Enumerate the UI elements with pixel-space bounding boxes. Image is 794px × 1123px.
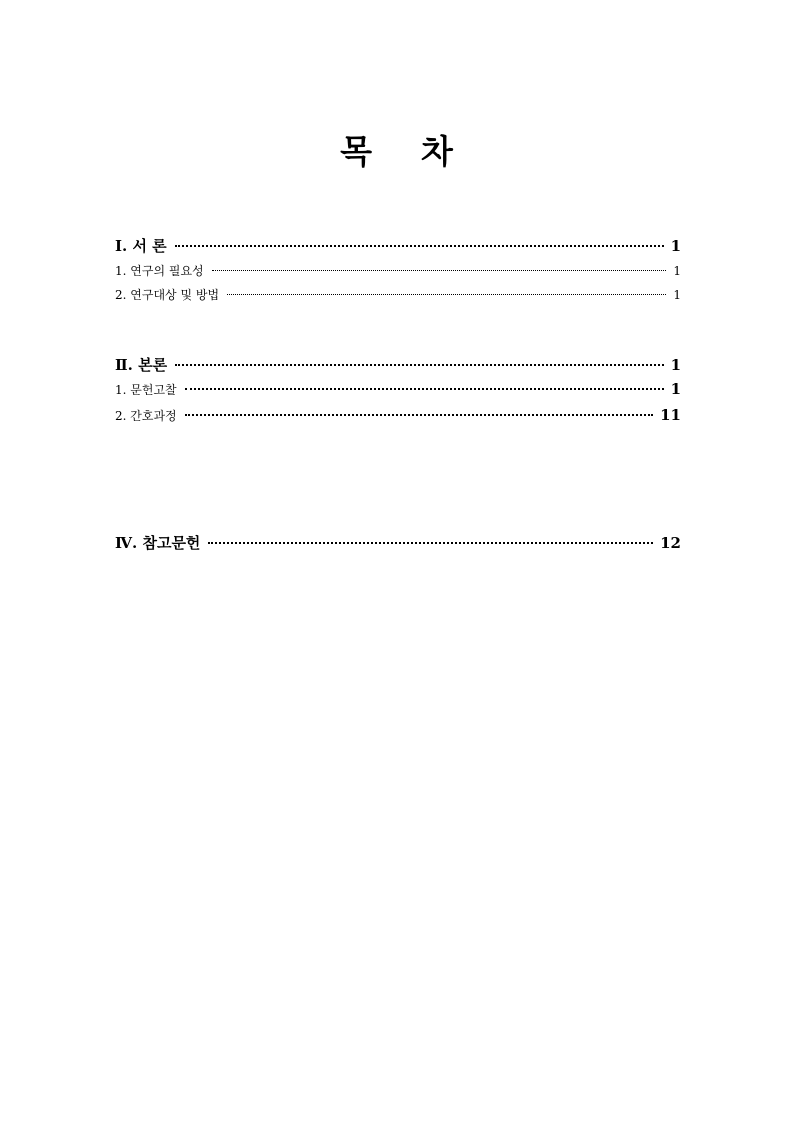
toc-title-part2: 차 (421, 132, 454, 171)
toc-entry[interactable] (115, 235, 681, 256)
toc-entry-label: 1. 문헌고찰 (115, 383, 177, 397)
toc-entry-page: 1 (673, 288, 681, 302)
toc-leader (185, 388, 664, 390)
toc-entry-label: 1. 연구의 필요성 (115, 264, 204, 278)
toc-entry-label: 2. 간호과정 (115, 409, 177, 423)
toc-entry[interactable] (115, 354, 681, 375)
toc-entry[interactable] (115, 380, 681, 398)
toc-entry-page: 1 (670, 380, 681, 398)
toc-leader (212, 270, 667, 271)
toc-title-part1: 목 (340, 132, 373, 171)
toc-title (0, 126, 794, 173)
toc-leader (185, 414, 653, 416)
toc-entry[interactable] (115, 406, 681, 424)
toc-entry[interactable] (115, 262, 681, 279)
toc-entry[interactable] (115, 532, 681, 553)
toc-entry-page: 1 (670, 237, 681, 255)
toc-entry-label: 2. 연구대상 및 방법 (115, 288, 220, 302)
toc-leader (227, 294, 666, 295)
toc-entry[interactable] (115, 286, 681, 303)
toc-entry-label: Ⅳ. 참고문헌 (115, 534, 201, 552)
toc-entry-page: 12 (660, 534, 681, 552)
toc-entry-page: 1 (673, 264, 681, 278)
toc-entry-page: 11 (660, 406, 681, 424)
toc-leader (175, 245, 664, 247)
toc-leader (208, 542, 653, 544)
toc-entry-page: 1 (670, 356, 681, 374)
toc-entry-label: Ⅱ. 본론 (115, 356, 168, 374)
toc-entry-label: Ⅰ. 서 론 (115, 237, 167, 255)
toc-leader (175, 364, 663, 366)
